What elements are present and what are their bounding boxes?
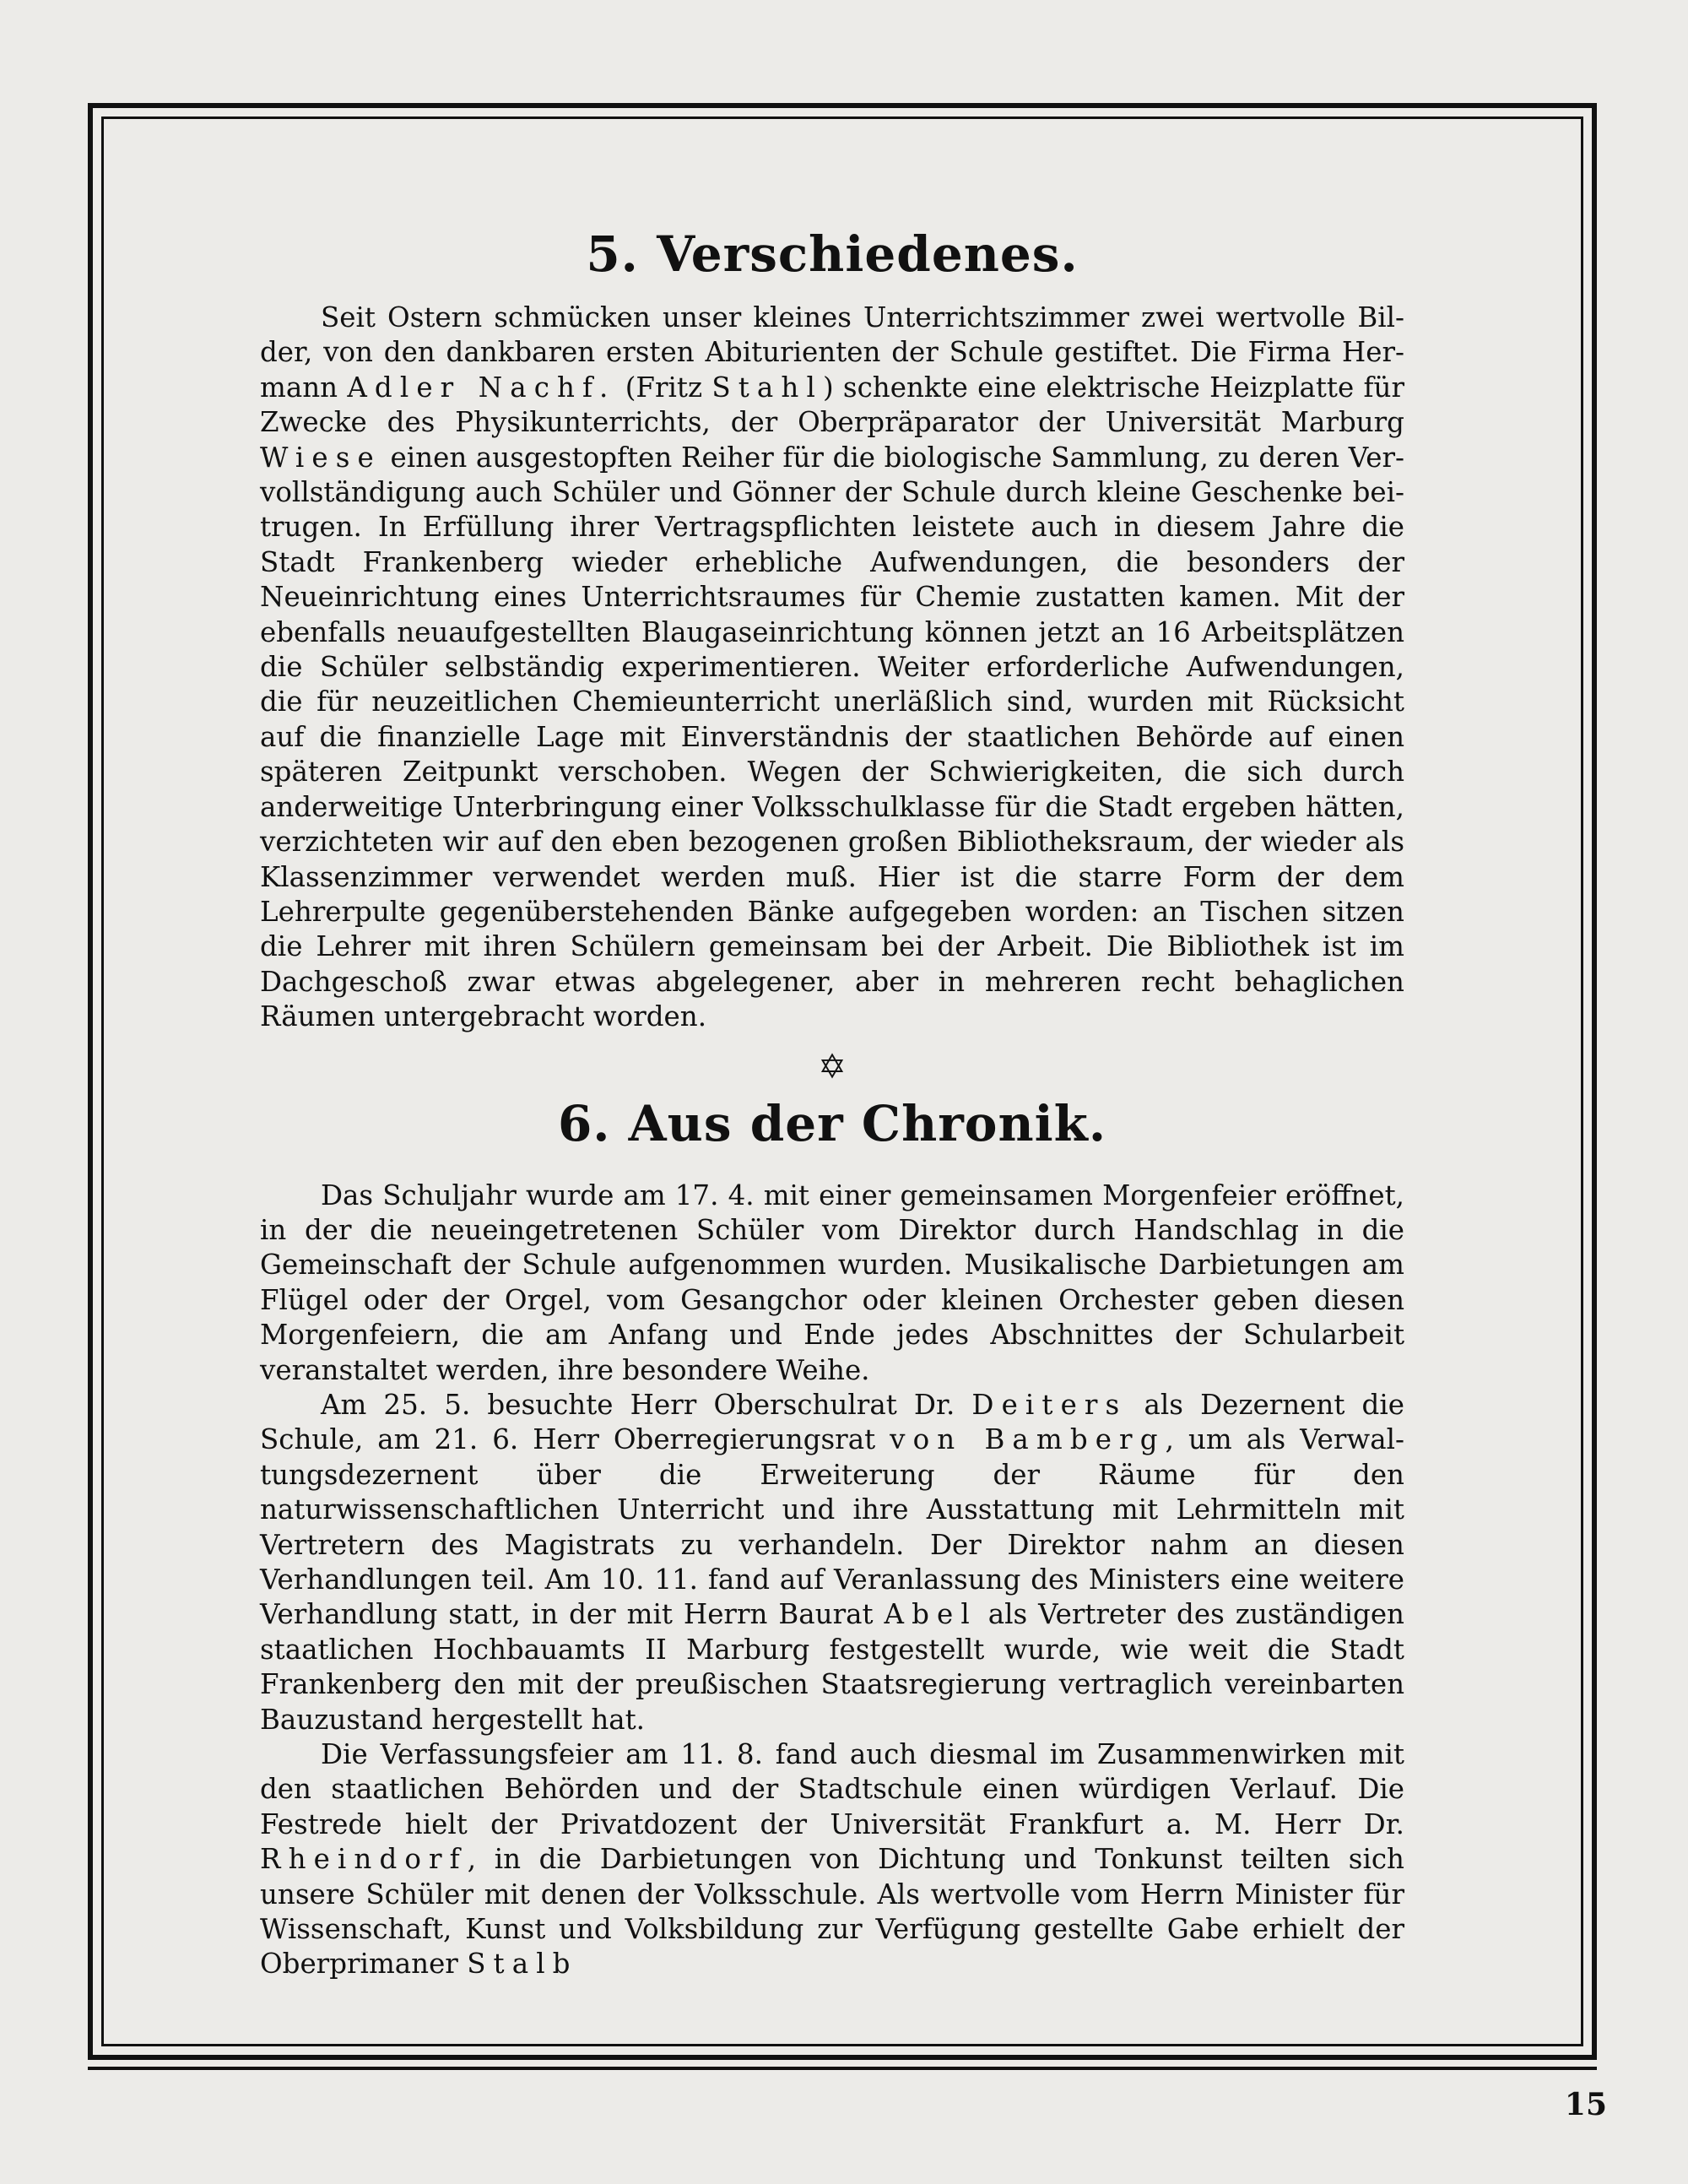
- text-block: [260, 221, 1404, 1982]
- paragraph-chronik-2: Am 25. 5. besuchte Herr Oberschulrat Dr. Deiters als Dezernent die Schule, am 21. 6. Herr Oberregierungsrat von Bamberg, um als Verwaltungsdezernent über die Erweiterung der Räume für den naturwissenschaftlichen Unterricht und ihre Ausstattung mit Lehrmitteln mit Vertretern des Magistrats zu verhandeln. Der Direktor nahm an diesen Verhandlungen teil. Am 10. 11. fand auf Veranlassung des Ministers eine weitere Verhandlung statt, in der mit Herrn Baurat Abel als Vertreter des zuständigen staatlichen Hochbauamts II Marburg festgestellt wurde, wie weit die Stadt Frankenberg den mit der preußischen Staatsregierung vertraglich vereinbarten Bauzustand hergestellt hat.: [260, 1388, 1404, 1736]
- paragraph-chronik-3: Die Verfassungsfeier am 11. 8. fand auch diesmal im Zusammenwirken mit den staatlichen Behörden und der Stadtschule einen würdigen Verlauf. Die Festrede hielt der Privatdozent der Universität Frankfurt a. M. Herr Dr. Rheindorf, in die Darbietungen von Dichtung und Tonkunst teilten sich unsere Schüler mit denen der Volksschule. Als wertvolle vom Herrn Minister für Wissenschaft, Kunst und Volksbildung zur Verfügung gestellte Gabe erhielt der Oberprimaner Stalb: [260, 1738, 1404, 1981]
- page-number: 15: [1564, 2087, 1607, 2122]
- section-heading-chronik: 6. Aus der Chronik.: [557, 1094, 1107, 1152]
- section-heading-verschiedenes: 5. Verschiedenes.: [586, 225, 1079, 283]
- paragraph-verschiedenes: Seit Ostern schmücken unser kleines Unterrichtszimmer zwei wertvolle Bilder, von den dankbaren ersten Abiturienten der Schule gestiftet. Die Firma Hermann Adler Nachf. (Fritz Stahl) schenkte eine elektrische Heizplatte für Zwecke des Physikunterrichts, der Oberpräparator der Universität Marburg Wiese einen ausgestopften Reiher für die biologische Sammlung, zu deren Vervollständigung auch Schüler und Gönner der Schule durch kleine Geschenke beitrugen. In Erfüllung ihrer Vertragspflichten leistete auch in diesem Jahre die Stadt Frankenberg wieder erhebliche Aufwendungen, die besonders der Neueinrichtung eines Unterrichtsraumes für Chemie zustatten kamen. Mit der ebenfalls neuaufgestellten Blaugaseinrichtung können jetzt an 16 Arbeitsplätzen die Schüler selbständig experimentieren. Weiter erforderliche Aufwendungen, die für neuzeitlichen Chemieunterricht unerläßlich sind, wurden mit Rücksicht auf die finanzielle Lage mit Einverständnis der staatlichen Behörde auf einen späteren Zeitpunkt verschoben. Wegen der Schwierigkeiten, die sich durch anderweitige Unterbringung einer Volksschulklasse für die Stadt ergeben hätten, verzichteten wir auf den eben bezogenen großen Bibliotheksraum, der wieder als Klassenzimmer verwendet werden muß. Hier ist die starre Form der dem Lehrerpulte gegenüberstehenden Bänke aufgegeben worden: an Tischen sitzen die Lehrer mit ihren Schülern gemeinsam bei der Arbeit. Die Bibliothek ist im Dachgeschoß zwar etwas abgelegener, aber in mehreren recht behaglichen Räumen untergebracht worden.: [260, 301, 1404, 1033]
- bottom-rule: [88, 2067, 1597, 2070]
- star-separator: ✡: [818, 1047, 847, 1087]
- paragraph-chronik-1: Das Schuljahr wurde am 17. 4. mit einer gemeinsamen Morgenfeier eröffnet, in der die neueingetretenen Schüler vom Direktor durch Handschlag in die Gemeinschaft der Schule aufgenommen wurden. Musikalische Darbietungen am Flügel oder der Orgel, vom Gesangchor oder kleinen Orchester geben diesen Morgenfeiern, die am Anfang und Ende jedes Abschnittes der Schularbeit veranstaltet werden, ihre besondere Weihe.: [260, 1179, 1404, 1386]
